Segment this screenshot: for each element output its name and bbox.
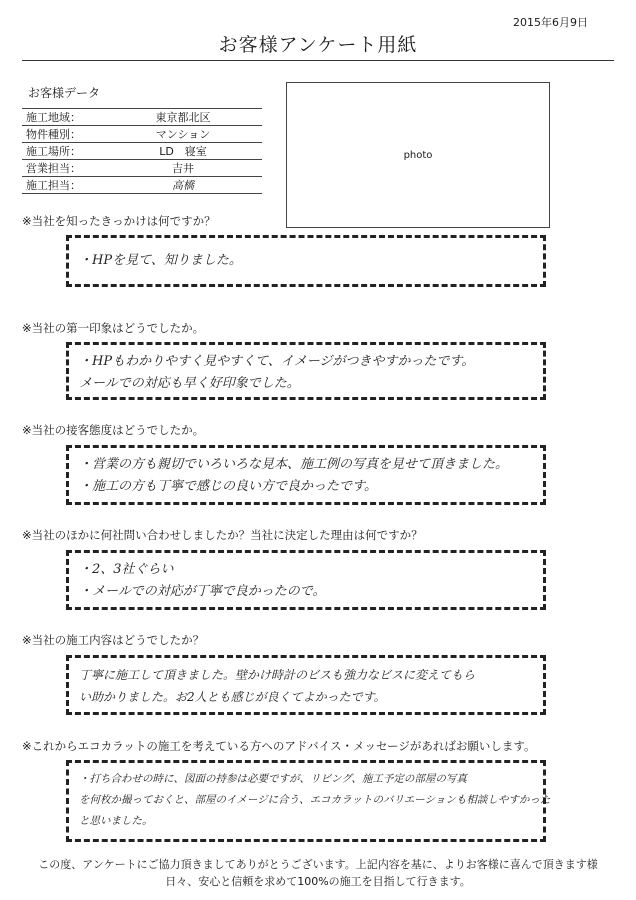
customer-data-heading: お客様データ (28, 86, 101, 100)
answer-line: ・HPを見て、知りました。 (79, 253, 242, 268)
answer-line: い助かりました。お2人とも感じが良くてよかったです。 (79, 690, 386, 704)
answer-line: と思いました。 (79, 815, 153, 827)
answer-line: ・2、3社ぐらい (79, 562, 174, 577)
photo-placeholder (286, 82, 550, 228)
title-divider (22, 60, 614, 61)
info-row (22, 109, 262, 126)
info-row (22, 177, 262, 194)
info-value: 東京都北区 (104, 109, 262, 126)
question-3: ※当社の接客態度はどうでしたか。 (22, 423, 205, 437)
photo-label: photo (403, 149, 433, 161)
answer-line: を何枚か撮っておくと、部屋のイメージに合う、エコカラットのバリエーションも相談しやすかった (79, 794, 551, 806)
question-2: ※当社の第一印象はどうでしたか。 (22, 321, 205, 335)
info-key: 営業担当： (22, 160, 104, 177)
answer-line: ・営業の方も親切でいろいろな見本、施工例の写真を見せて頂きました。 (79, 457, 509, 472)
question-6: ※これからエコカラットの施工を考えている方へのアドバイス・メッセージがあればお願いします。 (22, 739, 536, 753)
answer-box-4 (66, 550, 546, 610)
answer-line: ・メールでの対応が丁寧で良かったので。 (79, 584, 326, 599)
answer-line: 丁寧に施工して頂きました。壁かけ時計のビスも強力なビスに変えてもら (79, 668, 476, 682)
answer-box-5 (66, 655, 546, 715)
info-value-handwritten: 高橋 (104, 177, 262, 194)
info-value: マンション (104, 126, 262, 143)
footer-line: 日々、安心と信頼を求めて100%の施工を目指して行きます。 (165, 875, 471, 888)
answer-line: ・打ち合わせの時に、図面の持参は必要ですが、リビング、施工予定の部屋の写真 (79, 773, 467, 785)
footer-message (0, 856, 636, 890)
info-key: 施工場所： (22, 143, 104, 160)
answer-line: ・施工の方も丁寧で感じの良い方で良かったです。 (79, 479, 377, 494)
answer-line: ・HPもわかりやすく見やすくて、イメージがつきやすかったです。 (79, 354, 475, 369)
info-value: LD 寝室 (104, 143, 262, 160)
info-row (22, 143, 262, 160)
question-4: ※当社のほかに何社問い合わせしましたか？当社に決定した理由は何ですか？ (22, 528, 423, 542)
footer-line: この度、アンケートにご協力頂きましてありがとうございます。上記内容を基に、よりお客様に喜んで頂きます様 (38, 858, 598, 871)
info-value: 吉井 (104, 160, 262, 177)
answer-box-1 (66, 235, 546, 287)
info-row (22, 126, 262, 143)
question-1: ※当社を知ったきっかけは何ですか？ (22, 214, 216, 228)
info-row (22, 160, 262, 177)
question-5: ※当社の施工内容はどうでしたか？ (22, 633, 205, 647)
answer-box-2 (66, 342, 546, 400)
info-key: 物件種別： (22, 126, 104, 143)
answer-box-3 (66, 445, 546, 505)
answer-line: メールでの対応も早く好印象でした。 (79, 376, 300, 391)
customer-info-table (22, 108, 262, 194)
page-title: お客様アンケート用紙 (218, 34, 418, 56)
survey-date: 2015年6月9日 (513, 16, 588, 29)
answer-box-6 (66, 760, 551, 842)
info-key: 施工地域： (22, 109, 104, 126)
info-key: 施工担当： (22, 177, 104, 194)
